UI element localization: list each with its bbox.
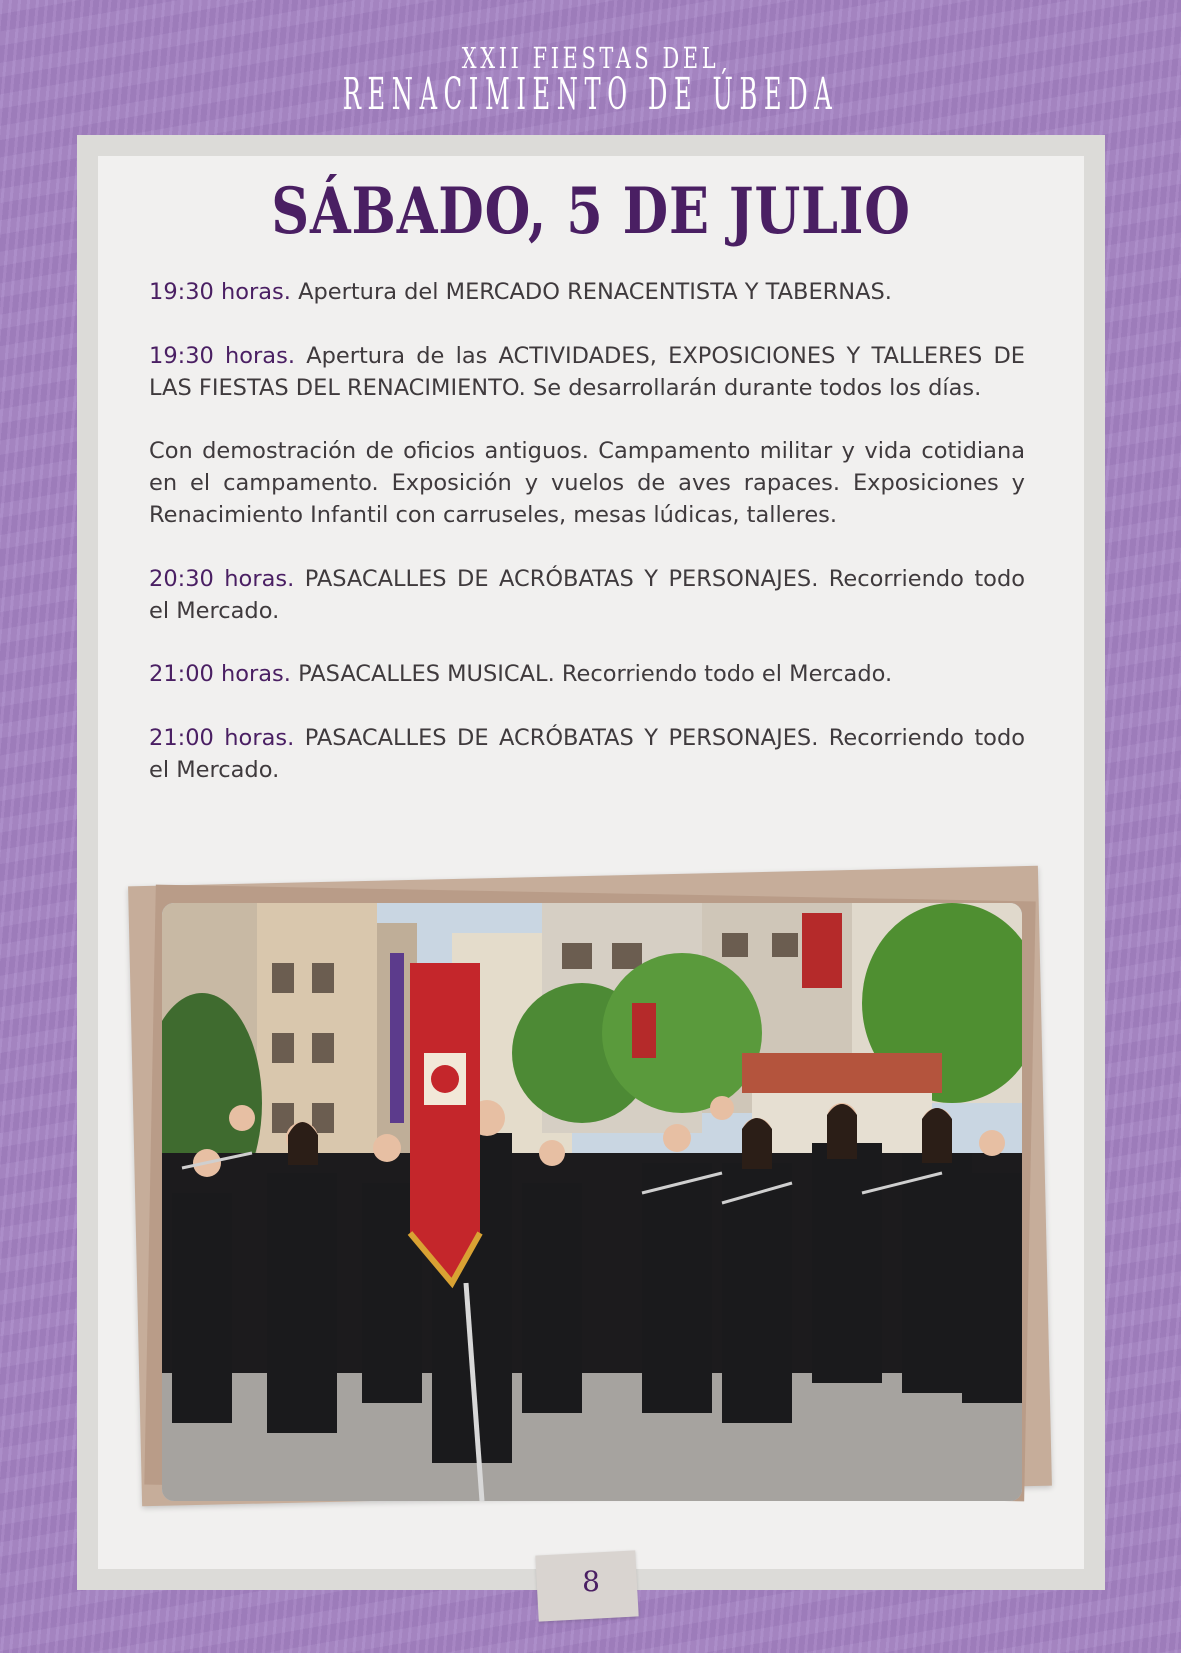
header-line-1: XXII FIESTAS DEL — [461, 41, 720, 75]
brochure-header — [0, 40, 1181, 118]
event-description: PASACALLES MUSICAL. Recorriendo todo el Mercado. — [298, 661, 893, 688]
event-description: Con demostración de oficios antiguos. Campamento militar y vida cotidiana en el campamento. Exposición y vuelos de aves rapaces. Exposiciones y Renacimiento Infantil con carruseles, mesas lúdicas, talleres. — [149, 438, 1025, 528]
page-title: SÁBADO, 5 DE JULIO — [271, 174, 911, 249]
event-item — [149, 564, 1025, 628]
event-time: 19:30 horas. — [149, 342, 295, 369]
event-item — [149, 723, 1025, 787]
event-list — [149, 277, 1025, 819]
event-item — [149, 436, 1025, 531]
event-item — [149, 341, 1025, 405]
event-item — [149, 659, 1025, 691]
event-description: Apertura del MERCADO RENACENTISTA Y TABERNAS. — [298, 279, 892, 305]
header-line-2: RENACIMIENTO DE ÚBEDA — [342, 69, 839, 120]
event-description: PASACALLES DE ACRÓBATAS Y PERSONAJES. Recorriendo todo el Mercado. — [149, 725, 1025, 783]
event-time: 19:30 horas. — [149, 279, 291, 305]
event-time: 20:30 horas. — [149, 565, 295, 592]
parade-photo — [162, 903, 1022, 1501]
event-time: 21:00 horas. — [149, 725, 295, 752]
event-item — [149, 277, 1025, 309]
parade-photo-illustration — [162, 903, 1022, 1501]
page-number: 8 — [582, 1565, 600, 1598]
event-description: PASACALLES DE ACRÓBATAS Y PERSONAJES. Recorriendo todo el Mercado. — [149, 565, 1025, 624]
event-description: Apertura de las ACTIVIDADES, EXPOSICIONES Y TALLERES DE LAS FIESTAS DEL RENACIMIENTO. Se desarrollarán durante todos los días. — [149, 342, 1026, 401]
event-time: 21:00 horas. — [149, 661, 291, 688]
